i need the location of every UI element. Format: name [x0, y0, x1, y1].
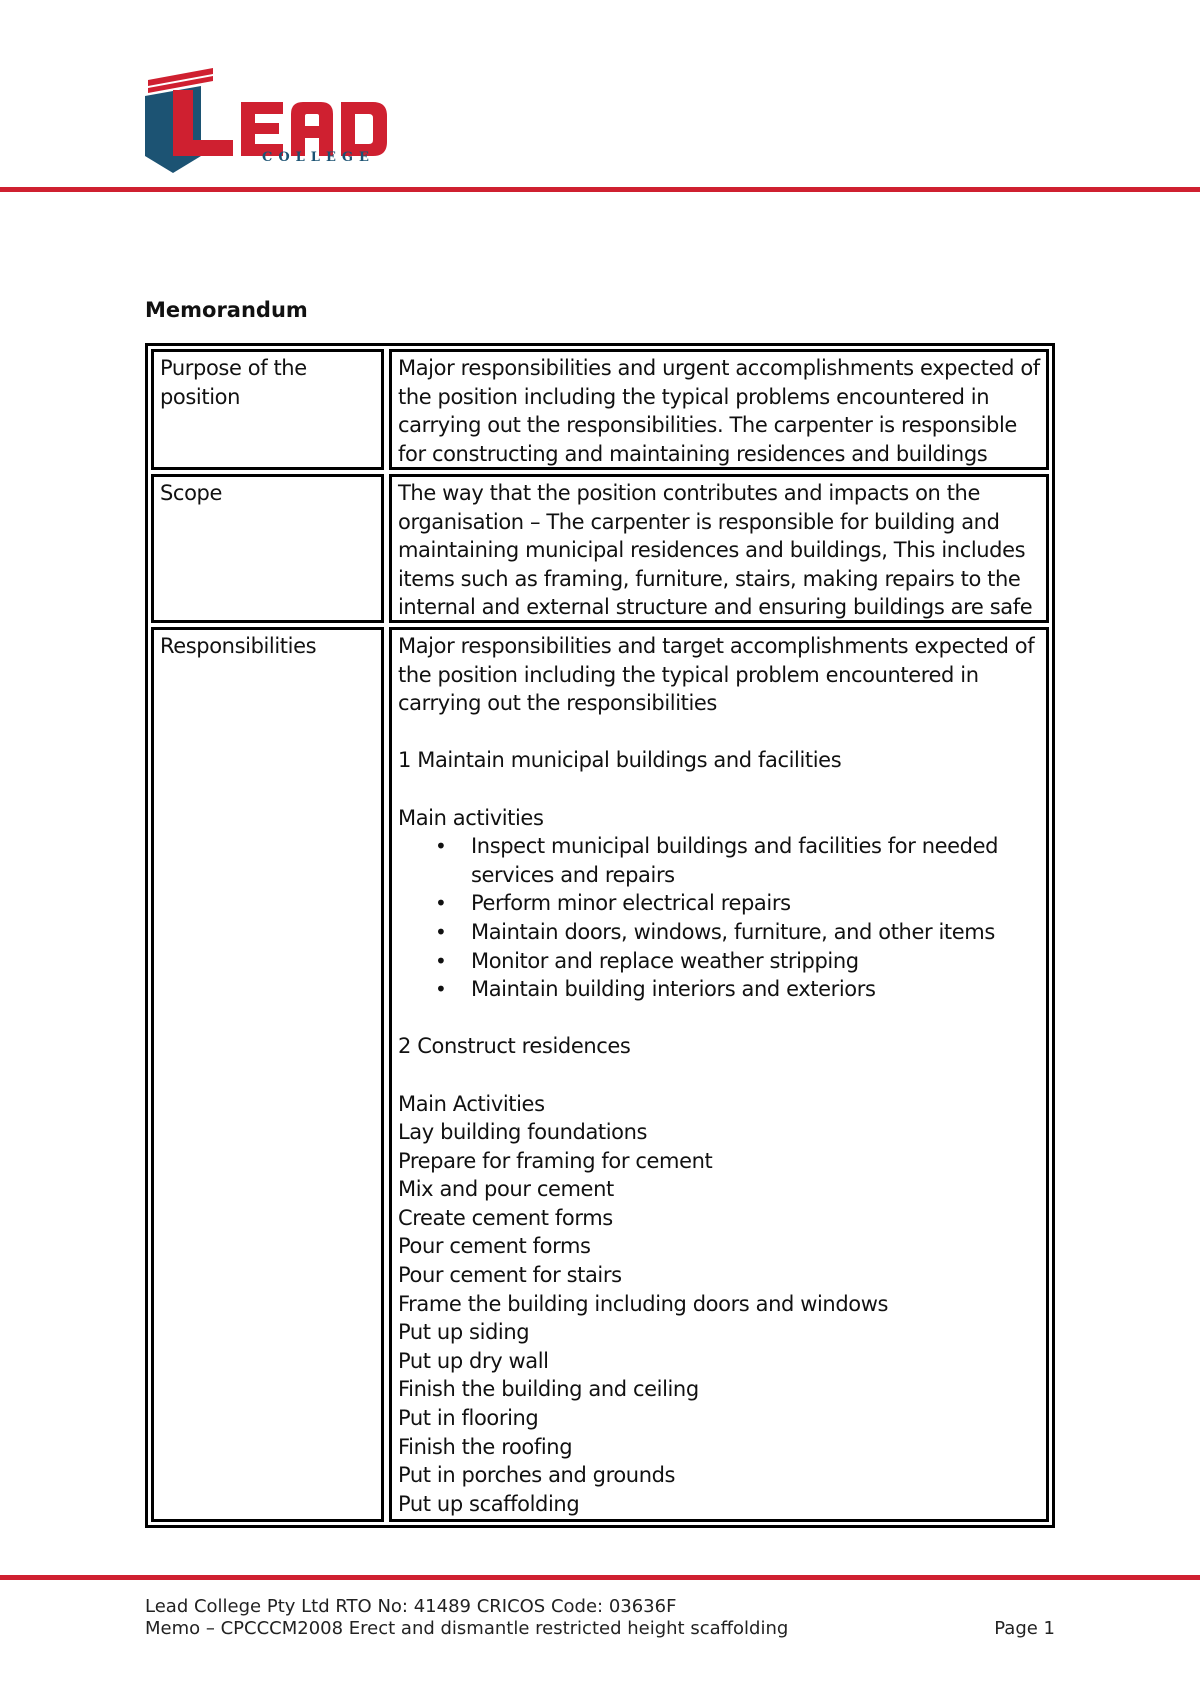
document-title: Memorandum	[145, 298, 308, 322]
section1-list	[398, 832, 1040, 1004]
list-item: Put in porches and grounds	[398, 1463, 676, 1488]
list-item: Pour cement for stairs	[398, 1263, 622, 1288]
list-item: Put up scaffolding	[398, 1491, 580, 1516]
list-item: • Monitor and replace weather stripping	[398, 947, 1040, 976]
footer-org-line: Lead College Pty Ltd RTO No: 41489 CRICOS Code: 03636F	[145, 1596, 677, 1617]
section2-subheading: Main Activities	[398, 1091, 545, 1116]
list-item: Put up siding	[398, 1320, 530, 1345]
row-content-purpose: Major responsibilities and urgent accomplishments expected of the position including the typical problems encountered in carrying out the responsibilities. The carpenter is responsible for constructing and maintaining residences and buildings	[389, 349, 1049, 470]
memorandum-table	[145, 343, 1055, 1528]
list-item: Create cement forms	[398, 1205, 613, 1230]
list-item: Pour cement forms	[398, 1234, 591, 1259]
list-item: Lay building foundations	[398, 1120, 648, 1145]
list-item: Put in flooring	[398, 1406, 539, 1431]
header-rule	[0, 187, 1200, 192]
page-number: Page 1	[994, 1618, 1055, 1639]
section2-heading: 2 Construct residences	[398, 1034, 631, 1059]
list-item: Mix and pour cement	[398, 1177, 614, 1202]
list-item: Prepare for framing for cement	[398, 1148, 713, 1173]
list-item: • Perform minor electrical repairs	[398, 889, 1040, 918]
section2-list	[398, 1118, 1040, 1518]
footer-rule	[0, 1575, 1200, 1580]
page-footer	[145, 1596, 1055, 1640]
table-row-scope	[151, 474, 1049, 623]
list-item: • Maintain building interiors and exteriors	[398, 975, 1040, 1004]
section1-heading: 1 Maintain municipal buildings and facilities	[398, 748, 842, 773]
responsibilities-intro: Major responsibilities and target accomplishments expected of the position including the typical problem encountered in carrying out the responsibilities	[398, 634, 1035, 716]
table-row-responsibilities	[151, 627, 1049, 1522]
footer-memo-line: Memo – CPCCCM2008 Erect and dismantle restricted height scaffolding	[145, 1618, 789, 1639]
list-item: Finish the roofing	[398, 1434, 573, 1459]
list-item: • Maintain doors, windows, furniture, and other items	[398, 918, 1040, 947]
row-label-scope: Scope	[151, 474, 384, 623]
section1-subheading: Main activities	[398, 805, 544, 830]
row-label-purpose: Purpose of the position	[151, 349, 384, 470]
list-item: Put up dry wall	[398, 1348, 549, 1373]
table-row-purpose	[151, 349, 1049, 470]
row-label-responsibilities: Responsibilities	[151, 627, 384, 1522]
row-content-scope: The way that the position contributes and impacts on the organisation – The carpenter is responsible for building and maintaining municipal residences and buildings, This includes items such as framing, furniture, stairs, making repairs to the internal and external structure and ensuring buildings are safe	[389, 474, 1049, 623]
list-item: Finish the building and ceiling	[398, 1377, 699, 1402]
list-item: • Inspect municipal buildings and facilities for needed services and repairs	[398, 832, 1040, 889]
logo-subtitle: COLLEGE	[262, 150, 375, 165]
list-item: Frame the building including doors and windows	[398, 1291, 889, 1316]
row-content-responsibilities	[389, 627, 1049, 1522]
